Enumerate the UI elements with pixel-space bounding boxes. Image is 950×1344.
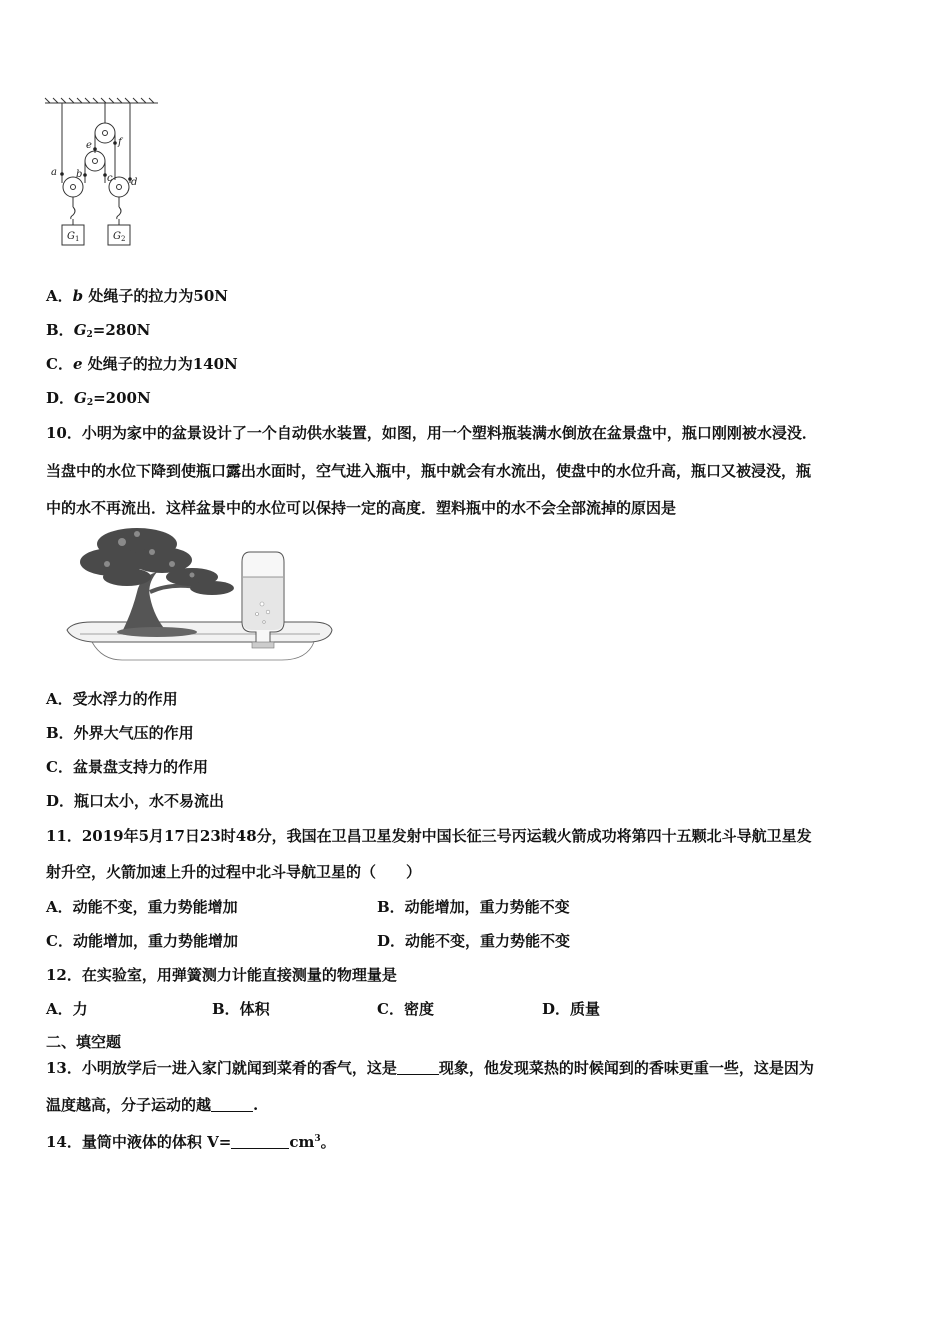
q13-line-1: 13．小明放学后一进入家门就闻到菜肴的香气，这是 现象，他发现菜热的时候闻到的香味更重一些，这是因为: [46, 1059, 814, 1077]
section-heading-fill-in: 二、填空题: [46, 1033, 122, 1051]
weight-g2-label: $G_2$: [113, 231, 126, 243]
q10-stem-line-2: 当盘中的水位下降到使瓶口露出水面时，空气进入瓶中，瓶中就会有水流出，使盘中的水位升高，瓶口又被浸没，瓶: [46, 462, 812, 480]
q10-option-a: A．受水浮力的作用: [46, 690, 178, 708]
q9-option-d: D．$G_2=200N$: [46, 389, 151, 408]
q13-line-2: 温度越高，分子运动的越 .: [46, 1096, 259, 1114]
label-d: d: [131, 177, 138, 188]
q10-stem-line-3: 中的水不再流出．这样盆景中的水位可以保持一定的高度．塑料瓶中的水不会全部流掉的原因是: [46, 499, 677, 517]
q11-option-d: D．动能不变，重力势能不变: [377, 932, 571, 950]
q12-option-b: B．体积: [212, 1000, 270, 1018]
label-a: a: [51, 167, 57, 178]
q12-stem: 12．在实验室，用弹簧测力计能直接测量的物理量是: [46, 966, 397, 984]
q11-stem-line-1: 11．2019年5月17日23时48分，我国在卫昌卫星发射中国长征三号丙运载火箭成功将第四十五颗北斗导航卫星发: [46, 827, 812, 845]
bonsai-water-bottle-figure: [62, 522, 337, 667]
label-f: f: [118, 137, 122, 148]
q11-option-c: C．动能增加，重力势能增加: [46, 932, 238, 950]
q14-line: 14．量筒中液体的体积 $V= cm^3$。: [46, 1133, 336, 1151]
weight-g1-label: $G_1$: [67, 231, 80, 243]
label-e: e: [86, 140, 92, 151]
q9-option-c: C．e 处绳子的拉力为140N: [46, 355, 238, 373]
label-c: c: [107, 173, 113, 184]
pulley-system-figure: [40, 95, 165, 255]
q12-option-a: A．力: [46, 1000, 88, 1018]
q10-option-b: B．外界大气压的作用: [46, 724, 194, 742]
q9-option-a: A．b 处绳子的拉力为50N: [46, 287, 228, 305]
q13-blank-2[interactable]: [211, 1097, 253, 1112]
q10-stem-line-1: 10．小明为家中的盆景设计了一个自动供水装置，如图，用一个塑料瓶装满水倒放在盆景盘中，瓶口刚刚被水浸没．: [46, 424, 817, 442]
label-b: b: [76, 169, 83, 180]
q14-blank[interactable]: [231, 1134, 289, 1149]
q11-option-b: B．动能增加，重力势能不变: [377, 898, 570, 916]
q12-option-c: C．密度: [377, 1000, 434, 1018]
q9-option-b: B．$G_2=280N$: [46, 321, 151, 340]
q10-option-d: D．瓶口太小，水不易流出: [46, 792, 225, 810]
q13-blank-1[interactable]: [397, 1060, 439, 1075]
q12-option-d: D．质量: [542, 1000, 601, 1018]
q11-option-a: A．动能不变，重力势能增加: [46, 898, 238, 916]
q11-stem-line-2: 射升空，火箭加速上升的过程中北斗导航卫星的（ ）: [46, 863, 422, 881]
q10-option-c: C．盆景盘支持力的作用: [46, 758, 208, 776]
